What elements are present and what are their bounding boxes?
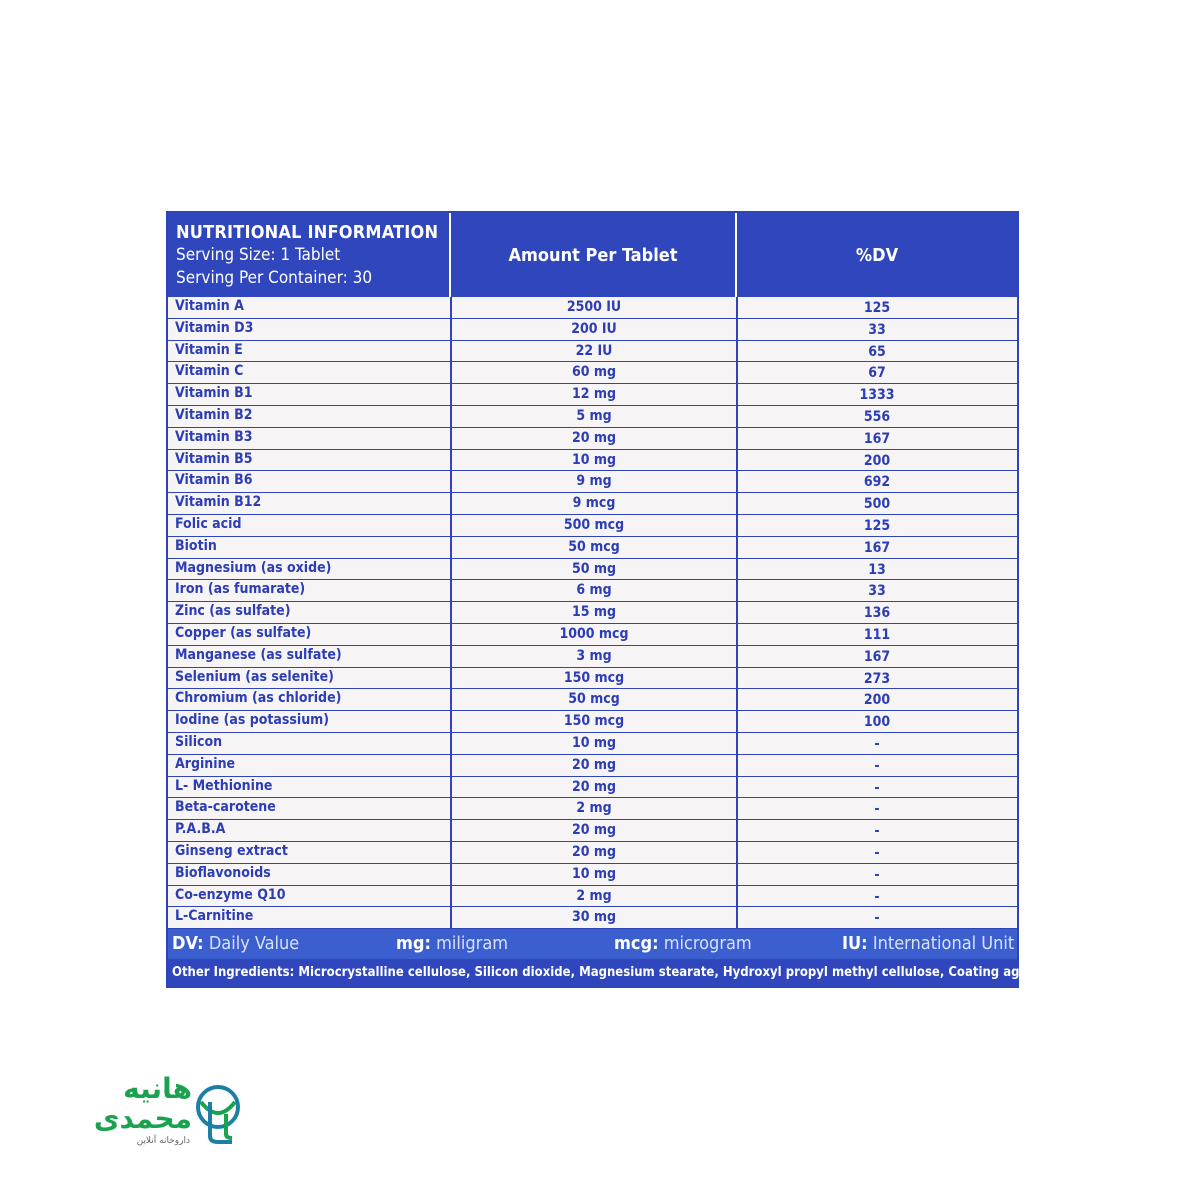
nutrient-name: Selenium (as selenite) — [175, 668, 334, 685]
table-row — [168, 711, 1017, 733]
amount-per-tablet: 15 mg — [571, 604, 617, 621]
table-row — [168, 886, 1017, 908]
daily-value-percent: - — [874, 735, 880, 752]
amount-per-tablet: 5 mg — [576, 407, 612, 424]
table-row — [168, 559, 1017, 581]
table-row — [168, 907, 1017, 929]
daily-value-percent: 167 — [863, 430, 891, 447]
table-row — [168, 362, 1017, 384]
table-row — [168, 733, 1017, 755]
table-row — [168, 842, 1017, 864]
table-row — [168, 319, 1017, 341]
serving-per-container: Serving Per Container: 30 — [176, 268, 373, 288]
nutrient-name: Bioflavonoids — [175, 864, 271, 881]
table-row — [168, 798, 1017, 820]
nutrient-name: Vitamin B6 — [175, 472, 253, 489]
nutrient-name: Beta-carotene — [175, 799, 276, 816]
serving-size: Serving Size: 1 Tablet — [176, 245, 341, 265]
column-divider — [736, 297, 738, 929]
amount-per-tablet: 10 mg — [571, 734, 617, 751]
nutrient-name: Zinc (as sulfate) — [175, 603, 291, 620]
table-row — [168, 428, 1017, 450]
table-row — [168, 493, 1017, 515]
table-row — [168, 580, 1017, 602]
other-ingredients: Other Ingredients: Microcrystalline cellulose, Silicon dioxide, Magnesium stearate, Hydroxyl propyl methyl cellulose, Coating agent. — [168, 959, 1017, 986]
logo-line-2: محمدی — [93, 1102, 192, 1135]
amount-per-tablet: 12 mg — [571, 386, 617, 403]
column-header-amount: Amount Per Tablet — [451, 213, 737, 297]
nutrient-name: Vitamin B5 — [175, 450, 253, 467]
table-row — [168, 471, 1017, 493]
daily-value-percent: 200 — [863, 692, 891, 709]
nutrient-name: Biotin — [175, 537, 217, 554]
daily-value-percent: 500 — [863, 496, 891, 513]
logo-tagline: داروخانه آنلاین — [136, 1136, 190, 1146]
amount-per-tablet: 150 mcg — [563, 669, 625, 686]
logo-line-1: هانیه — [123, 1072, 192, 1105]
daily-value-percent: - — [874, 779, 880, 796]
daily-value-percent: 556 — [863, 408, 891, 425]
table-row — [168, 384, 1017, 406]
nutrient-name: Vitamin D3 — [175, 319, 254, 336]
table-row — [168, 450, 1017, 472]
nutrient-name: Vitamin B1 — [175, 385, 253, 402]
nutrient-name: Magnesium (as oxide) — [175, 559, 332, 576]
nutrient-name: Vitamin C — [175, 363, 244, 380]
amount-per-tablet: 20 mg — [571, 429, 617, 446]
nutrient-name: Arginine — [175, 755, 236, 772]
nutrient-name: Vitamin E — [175, 341, 243, 358]
legend-mcg: mcg: microgram — [614, 933, 752, 954]
amount-per-tablet: 10 mg — [571, 451, 617, 468]
amount-per-tablet: 150 mcg — [563, 713, 625, 730]
daily-value-percent: - — [874, 888, 880, 905]
nutrient-name: Vitamin B3 — [175, 428, 253, 445]
daily-value-percent: 33 — [868, 321, 886, 338]
legend-dv: DV: Daily Value — [172, 933, 300, 954]
daily-value-percent: 111 — [863, 626, 891, 643]
table-row — [168, 297, 1017, 319]
nutrient-rows — [168, 297, 1017, 929]
nutrient-name: Chromium (as chloride) — [175, 690, 342, 707]
amount-per-tablet: 200 IU — [571, 320, 617, 337]
table-row — [168, 515, 1017, 537]
daily-value-percent: 67 — [868, 365, 886, 382]
nutrient-name: Vitamin B2 — [175, 406, 253, 423]
amount-per-tablet: 10 mg — [571, 865, 617, 882]
amount-per-tablet: 20 mg — [571, 756, 617, 773]
nutrient-name: P.A.B.A — [175, 821, 226, 838]
amount-per-tablet: 30 mg — [571, 909, 617, 926]
table-row — [168, 864, 1017, 886]
amount-per-tablet: 9 mg — [576, 473, 612, 490]
table-row — [168, 646, 1017, 668]
daily-value-percent: 273 — [863, 670, 891, 687]
amount-per-tablet: 2 mg — [576, 800, 612, 817]
amount-per-tablet: 9 mcg — [572, 495, 616, 512]
nutrient-name: Vitamin B12 — [175, 494, 262, 511]
table-row — [168, 689, 1017, 711]
amount-per-tablet: 50 mcg — [568, 691, 620, 708]
table-row — [168, 624, 1017, 646]
daily-value-percent: - — [874, 844, 880, 861]
amount-per-tablet: 22 IU — [575, 342, 613, 359]
header-info-cell — [168, 213, 451, 297]
table-header — [168, 213, 1017, 297]
daily-value-percent: - — [874, 910, 880, 927]
daily-value-percent: 125 — [863, 517, 891, 534]
amount-per-tablet: 20 mg — [571, 778, 617, 795]
legend-iu: IU: International Unit — [842, 933, 1015, 954]
amount-per-tablet: 6 mg — [576, 582, 612, 599]
daily-value-percent: - — [874, 866, 880, 883]
amount-per-tablet: 20 mg — [571, 843, 617, 860]
nutrient-name: Co-enzyme Q10 — [175, 886, 286, 903]
table-row — [168, 537, 1017, 559]
amount-per-tablet: 2 mg — [576, 887, 612, 904]
daily-value-percent: 13 — [868, 561, 886, 578]
nutrient-name: Ginseng extract — [175, 842, 288, 859]
amount-per-tablet: 1000 mcg — [559, 625, 629, 642]
table-row — [168, 668, 1017, 690]
nutrient-name: Iron (as fumarate) — [175, 581, 306, 598]
daily-value-percent: 100 — [863, 714, 891, 731]
nutrient-name: Iodine (as potassium) — [175, 712, 330, 729]
table-row — [168, 777, 1017, 799]
nutrition-label — [166, 211, 1046, 988]
nutrient-name: Folic acid — [175, 515, 242, 532]
amount-per-tablet: 3 mg — [576, 647, 612, 664]
legend-mg: mg: miligram — [396, 933, 509, 954]
amount-per-tablet: 50 mcg — [568, 538, 620, 555]
column-divider — [450, 297, 452, 929]
nutrient-name: Copper (as sulfate) — [175, 624, 312, 641]
daily-value-percent: 33 — [868, 583, 886, 600]
pharmacy-logo — [60, 1072, 250, 1152]
column-header-dv: %DV — [855, 244, 899, 266]
nutrient-name: L-Carnitine — [175, 908, 254, 925]
nutrient-name: L- Methionine — [175, 777, 273, 794]
table-row — [168, 602, 1017, 624]
nutrient-name: Manganese (as sulfate) — [175, 646, 342, 663]
panel-title: NUTRITIONAL INFORMATION — [176, 222, 439, 243]
daily-value-percent: 692 — [863, 474, 891, 491]
nutrient-name: Silicon — [175, 733, 223, 750]
amount-per-tablet: 60 mg — [571, 364, 617, 381]
daily-value-percent: - — [874, 823, 880, 840]
table-row — [168, 820, 1017, 842]
daily-value-percent: - — [874, 801, 880, 818]
daily-value-percent: 167 — [863, 648, 891, 665]
daily-value-percent: 1333 — [859, 387, 895, 404]
daily-value-percent: 200 — [863, 452, 891, 469]
daily-value-percent: - — [874, 757, 880, 774]
unit-legend — [168, 929, 1017, 959]
nutrient-name: Vitamin A — [175, 298, 244, 314]
amount-per-tablet: 50 mg — [571, 560, 617, 577]
table-row — [168, 755, 1017, 777]
daily-value-percent: 65 — [868, 343, 886, 360]
table-row — [168, 341, 1017, 363]
amount-per-tablet: 2500 IU — [566, 299, 622, 315]
amount-per-tablet: 20 mg — [571, 822, 617, 839]
daily-value-percent: 136 — [863, 605, 891, 622]
daily-value-percent: 125 — [863, 300, 891, 316]
table-row — [168, 406, 1017, 428]
daily-value-percent: 167 — [863, 539, 891, 556]
amount-per-tablet: 500 mcg — [563, 516, 625, 533]
